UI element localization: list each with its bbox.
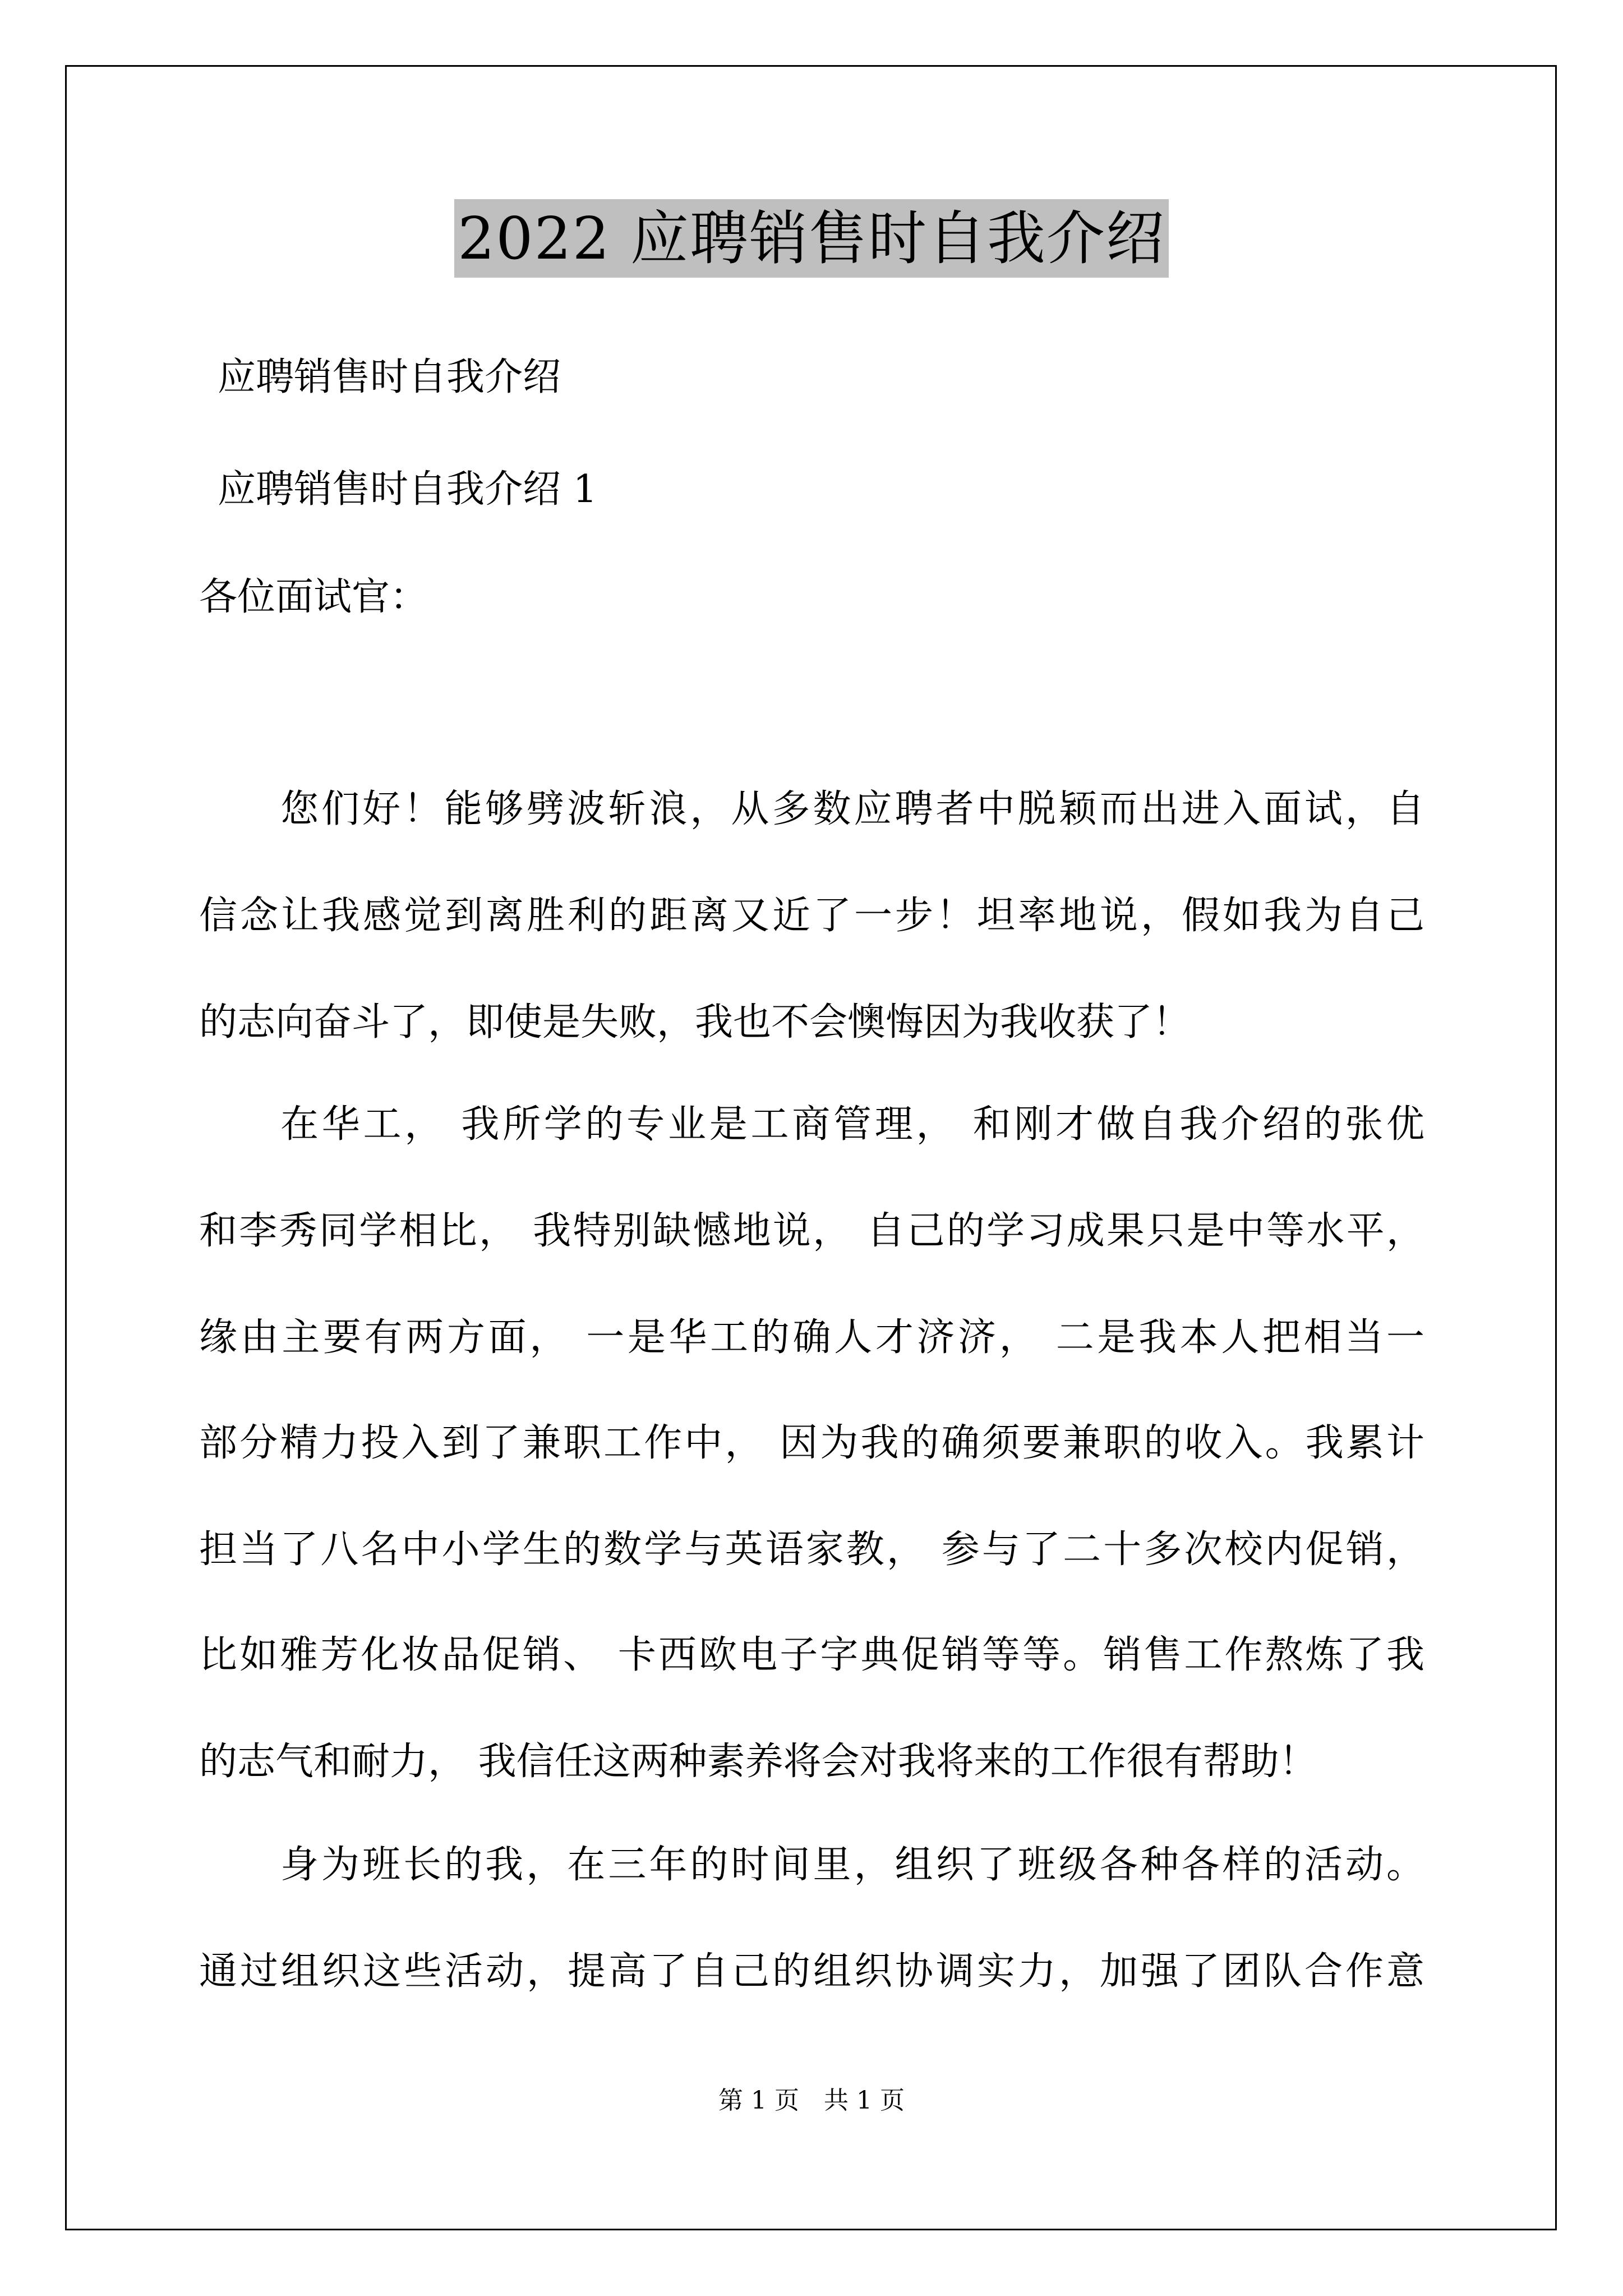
body-line-8: 担当了八名中小学生的数学与英语家教， 参与了二十多次校内促销，	[199, 1527, 1424, 1572]
body-line-2: 信念让我感觉到离胜利的距离又近了一步！坦率地说，假如我为自己	[199, 894, 1424, 938]
body-line-6: 缘由主要有两方面， 一是华工的确人才济济， 二是我本人把相当一	[199, 1315, 1424, 1360]
body-line-5: 和李秀同学相比， 我特别缺憾地说， 自己的学习成果只是中等水平，	[199, 1209, 1424, 1253]
body-line-7: 部分精力投入到了兼职工作中， 因为我的确须要兼职的收入。我累计	[199, 1421, 1424, 1465]
title-wrapper	[0, 199, 1623, 278]
body-line-9: 比如雅芳化妆品促销、 卡西欧电子字典促销等等。销售工作熬炼了我	[199, 1633, 1424, 1677]
subtitle-2: 应聘销售时自我介绍 1	[218, 467, 597, 512]
body-line-1: 您们好！能够劈波斩浪，从多数应聘者中脱颖而出进入面试，自	[280, 787, 1424, 831]
body-line-4: 在华工， 我所学的专业是工商管理， 和刚才做自我介绍的张优	[280, 1102, 1424, 1147]
subtitle-1: 应聘销售时自我介绍	[218, 355, 561, 399]
page-footer: 第 1 页 共 1 页	[718, 2086, 905, 2115]
document-title: 2022 应聘销售时自我介绍	[454, 199, 1169, 278]
body-line-10: 的志气和耐力， 我信任这两种素养将会对我将来的工作很有帮助！	[199, 1740, 1317, 1784]
body-line-3: 的志向奋斗了，即使是失败，我也不会懊悔因为我收获了！	[199, 1000, 1191, 1045]
body-line-11: 身为班长的我，在三年的时间里，组织了班级各种各样的活动。	[280, 1843, 1424, 1887]
body-line-12: 通过组织这些活动，提高了自己的组织协调实力，加强了团队合作意	[199, 1949, 1424, 1994]
greeting: 各位面试官：	[199, 575, 428, 619]
